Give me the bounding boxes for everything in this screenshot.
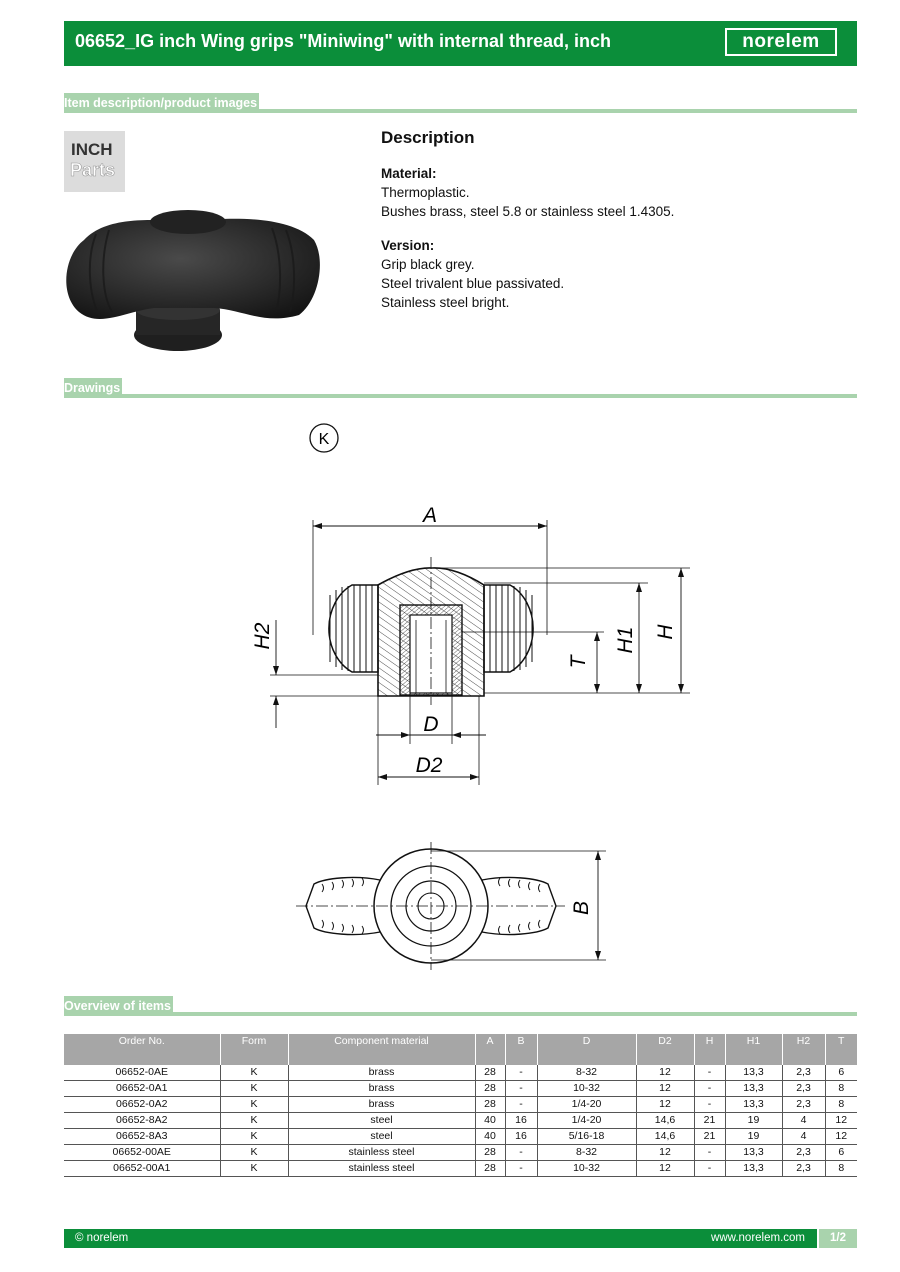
col-header: D	[537, 1034, 636, 1065]
table-row	[64, 1065, 857, 1081]
table-cell: 5/16-18	[537, 1129, 636, 1145]
table-cell: 1/4-20	[537, 1113, 636, 1129]
table-cell: -	[694, 1081, 725, 1097]
table-cell: 4	[782, 1129, 825, 1145]
section-drawings	[64, 376, 857, 398]
footer-website-link[interactable]: www.norelem.com	[711, 1232, 805, 1244]
table-cell: 06652-8A2	[64, 1113, 220, 1129]
table-cell: K	[220, 1097, 288, 1113]
table-cell: -	[505, 1097, 537, 1113]
inch-parts-badge	[64, 131, 125, 192]
table-row	[64, 1129, 857, 1145]
table-cell: 10-32	[537, 1161, 636, 1177]
table-cell: 14,6	[636, 1129, 694, 1145]
table-cell: 40	[475, 1129, 505, 1145]
description-block	[381, 128, 851, 327]
col-header: A	[475, 1034, 505, 1065]
table-cell: 13,3	[725, 1145, 782, 1161]
table-cell: K	[220, 1145, 288, 1161]
version-line: Stainless steel bright.	[381, 295, 510, 310]
version-line: Steel trivalent blue passivated.	[381, 276, 565, 291]
page-header	[64, 21, 857, 66]
table-row	[64, 1145, 857, 1161]
table-cell: 12	[636, 1065, 694, 1081]
table-cell: 06652-00A1	[64, 1161, 220, 1177]
table-cell: 8-32	[537, 1065, 636, 1081]
table-cell: 2,3	[782, 1161, 825, 1177]
col-header: Order No.	[64, 1034, 220, 1065]
table-cell: 8	[825, 1161, 857, 1177]
section-drawing	[240, 415, 720, 795]
table-cell: 4	[782, 1113, 825, 1129]
version-line: Grip black grey.	[381, 257, 475, 272]
table-cell: 12	[825, 1129, 857, 1145]
material-line: Thermoplastic.	[381, 185, 470, 200]
table-cell: 06652-0A2	[64, 1097, 220, 1113]
table-cell: 12	[636, 1161, 694, 1177]
col-header: H2	[782, 1034, 825, 1065]
dim-d-label: D	[423, 713, 439, 736]
table-cell: 12	[636, 1081, 694, 1097]
table-cell: 6	[825, 1145, 857, 1161]
table-cell: 28	[475, 1081, 505, 1097]
table-cell: brass	[288, 1097, 475, 1113]
page-title: 06652_IG inch Wing grips "Miniwing" with internal thread, inch	[75, 31, 611, 51]
table-cell: 13,3	[725, 1065, 782, 1081]
table-cell: 6	[825, 1065, 857, 1081]
material-label: Material:	[381, 166, 437, 181]
table-cell: 06652-0AE	[64, 1065, 220, 1081]
version-label: Version:	[381, 238, 435, 253]
dim-a-label: A	[422, 504, 438, 527]
section-label: Item description/product images	[64, 93, 259, 113]
norelem-logo: norelem	[725, 28, 837, 56]
col-header: B	[505, 1034, 537, 1065]
table-cell: -	[694, 1161, 725, 1177]
table-cell: K	[220, 1113, 288, 1129]
table-row	[64, 1097, 857, 1113]
col-header: T	[825, 1034, 857, 1065]
product-photo	[64, 200, 322, 356]
badge-line2: Parts	[70, 160, 116, 180]
material-line: Bushes brass, steel 5.8 or stainless steel 1.4305.	[381, 204, 675, 219]
table-cell: 2,3	[782, 1097, 825, 1113]
page-footer	[64, 1229, 857, 1248]
description-heading: Description	[381, 128, 475, 147]
table-cell: 28	[475, 1161, 505, 1177]
table-cell: 21	[694, 1113, 725, 1129]
dim-h-label: H	[654, 624, 677, 640]
table-cell: 06652-8A3	[64, 1129, 220, 1145]
table-cell: 13,3	[725, 1081, 782, 1097]
table-cell: brass	[288, 1081, 475, 1097]
table-cell: 2,3	[782, 1081, 825, 1097]
col-header: Form	[220, 1034, 288, 1065]
badge-line1: INCH	[71, 140, 113, 159]
dim-h2-label: H2	[251, 622, 274, 650]
table-cell: stainless steel	[288, 1161, 475, 1177]
table-cell: 06652-0A1	[64, 1081, 220, 1097]
table-cell: 1/4-20	[537, 1097, 636, 1113]
table-cell: 2,3	[782, 1065, 825, 1081]
table-cell: 8	[825, 1097, 857, 1113]
table-header-row	[64, 1034, 857, 1065]
table-cell: 10-32	[537, 1081, 636, 1097]
table-cell: 2,3	[782, 1145, 825, 1161]
table-cell: 16	[505, 1113, 537, 1129]
table-cell: -	[694, 1145, 725, 1161]
form-marker-label: K	[318, 431, 330, 448]
table-cell: 8-32	[537, 1145, 636, 1161]
dim-t-label: T	[567, 655, 590, 669]
section-label: Drawings	[64, 378, 122, 398]
table-cell: 12	[636, 1097, 694, 1113]
col-header: H	[694, 1034, 725, 1065]
table-cell: -	[505, 1065, 537, 1081]
table-cell: -	[505, 1081, 537, 1097]
table-row	[64, 1161, 857, 1177]
dim-b-label: B	[570, 900, 593, 916]
table-cell: 13,3	[725, 1161, 782, 1177]
footer-copyright: © norelem	[75, 1232, 129, 1244]
table-cell: K	[220, 1065, 288, 1081]
table-cell: steel	[288, 1129, 475, 1145]
dim-h1-label: H1	[614, 626, 637, 654]
table-cell: -	[505, 1145, 537, 1161]
table-cell: 28	[475, 1097, 505, 1113]
table-row	[64, 1081, 857, 1097]
section-label: Overview of items	[64, 996, 173, 1016]
table-cell: 19	[725, 1113, 782, 1129]
table-cell: 14,6	[636, 1113, 694, 1129]
table-row	[64, 1113, 857, 1129]
table-cell: K	[220, 1081, 288, 1097]
table-cell: 16	[505, 1129, 537, 1145]
table-cell: 21	[694, 1129, 725, 1145]
table-cell: 8	[825, 1081, 857, 1097]
table-cell: 12	[825, 1113, 857, 1129]
table-cell: -	[505, 1161, 537, 1177]
top-view-drawing	[290, 840, 620, 975]
table-cell: 13,3	[725, 1097, 782, 1113]
table-cell: 19	[725, 1129, 782, 1145]
table-cell: K	[220, 1161, 288, 1177]
table-cell: 12	[636, 1145, 694, 1161]
col-header: H1	[725, 1034, 782, 1065]
table-cell: 28	[475, 1145, 505, 1161]
section-item-description	[64, 91, 857, 113]
col-header: D2	[636, 1034, 694, 1065]
table-cell: steel	[288, 1113, 475, 1129]
table-cell: brass	[288, 1065, 475, 1081]
col-header: Component material	[288, 1034, 475, 1065]
table-cell: 28	[475, 1065, 505, 1081]
items-table	[64, 1034, 857, 1177]
dim-d2-label: D2	[415, 754, 443, 777]
table-cell: 06652-00AE	[64, 1145, 220, 1161]
table-cell: -	[694, 1097, 725, 1113]
table-cell: stainless steel	[288, 1145, 475, 1161]
page-number: 1/2	[819, 1229, 857, 1248]
section-overview	[64, 994, 857, 1016]
table-cell: 40	[475, 1113, 505, 1129]
table-cell: -	[694, 1065, 725, 1081]
table-cell: K	[220, 1129, 288, 1145]
